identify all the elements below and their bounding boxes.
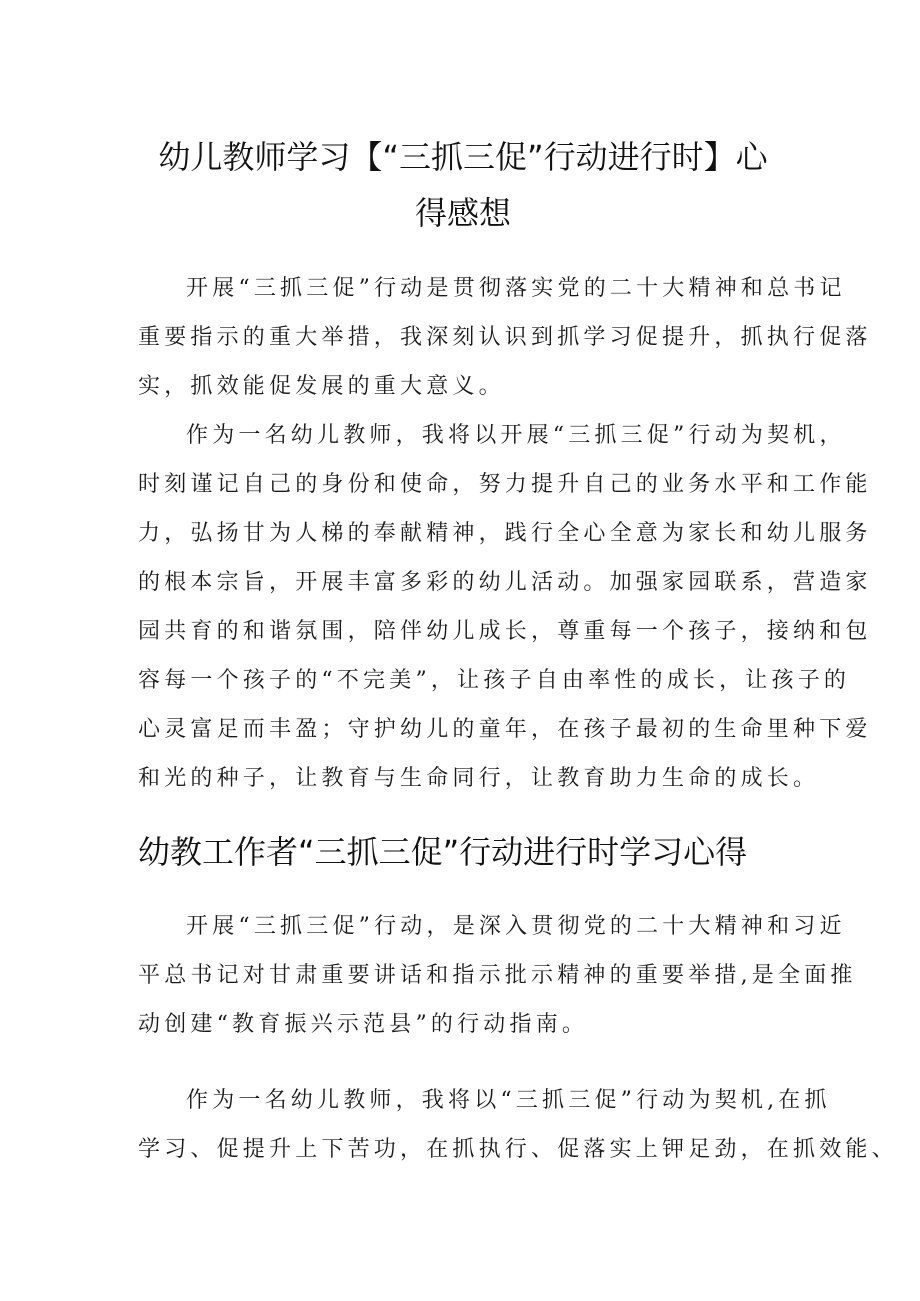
- paragraph-line: 力，弘扬甘为人梯的奉献精神，践行全心全意为家长和幼儿服务: [138, 521, 872, 546]
- document-title-line-1: 幼儿教师学习【“三抓三促”行动进行时】心: [158, 138, 768, 176]
- section2-heading: 幼教工作者“三抓三促”行动进行时学习心得: [138, 833, 748, 871]
- paragraph-line: 园共育的和谐氛围，陪伴幼儿成长，尊重每一个孩子，接纳和包: [138, 619, 872, 644]
- section1-paragraph-1: [138, 264, 872, 411]
- paragraph-line: 的根本宗旨，开展丰富多彩的幼儿活动。加强家园联系，营造家: [138, 570, 872, 595]
- section2-paragraph-1: [138, 902, 857, 1049]
- paragraph-line: 容每一个孩子的“不完美”，让孩子自由率性的成长，让孩子的: [138, 668, 851, 693]
- paragraph-line: 重要指示的重大举措，我深刻认识到抓学习促提升，抓执行促落: [138, 325, 872, 350]
- paragraph-line: 动创建“教育振兴示范县”的行动指南。: [138, 1012, 589, 1037]
- paragraph-line: 平总书记对甘肃重要讲话和指示批示精神的重要举措,是全面推: [138, 963, 857, 988]
- paragraph-line: 心灵富足而丰盈；守护幼儿的童年，在孩子最初的生命里种下爱: [138, 717, 872, 742]
- paragraph-line: 开展“三抓三促”行动是贯彻落实党的二十大精神和总书记: [186, 276, 846, 301]
- document-title-line-2: 得感想: [414, 194, 511, 232]
- section2-paragraph-2: [138, 1076, 898, 1174]
- paragraph-line: 作为一名幼儿教师，我将以开展“三抓三促”行动为契机，: [186, 423, 846, 448]
- section1-paragraph-2: [138, 411, 872, 803]
- paragraph-line: 作为一名幼儿教师，我将以“三抓三促”行动为契机,在抓: [186, 1088, 831, 1113]
- paragraph-line: 实，抓效能促发展的重大意义。: [138, 374, 505, 399]
- paragraph-line: 和光的种子，让教育与生命同行，让教育助力生命的成长。: [138, 766, 820, 791]
- paragraph-line: 学习、促提升上下苦功，在抓执行、促落实上钾足劲，在抓效能、: [138, 1137, 898, 1162]
- paragraph-line: 时刻谨记自己的身份和使命，努力提升自己的业务水平和工作能: [138, 472, 872, 497]
- paragraph-line: 开展“三抓三促”行动，是深入贯彻党的二十大精神和习近: [186, 914, 846, 939]
